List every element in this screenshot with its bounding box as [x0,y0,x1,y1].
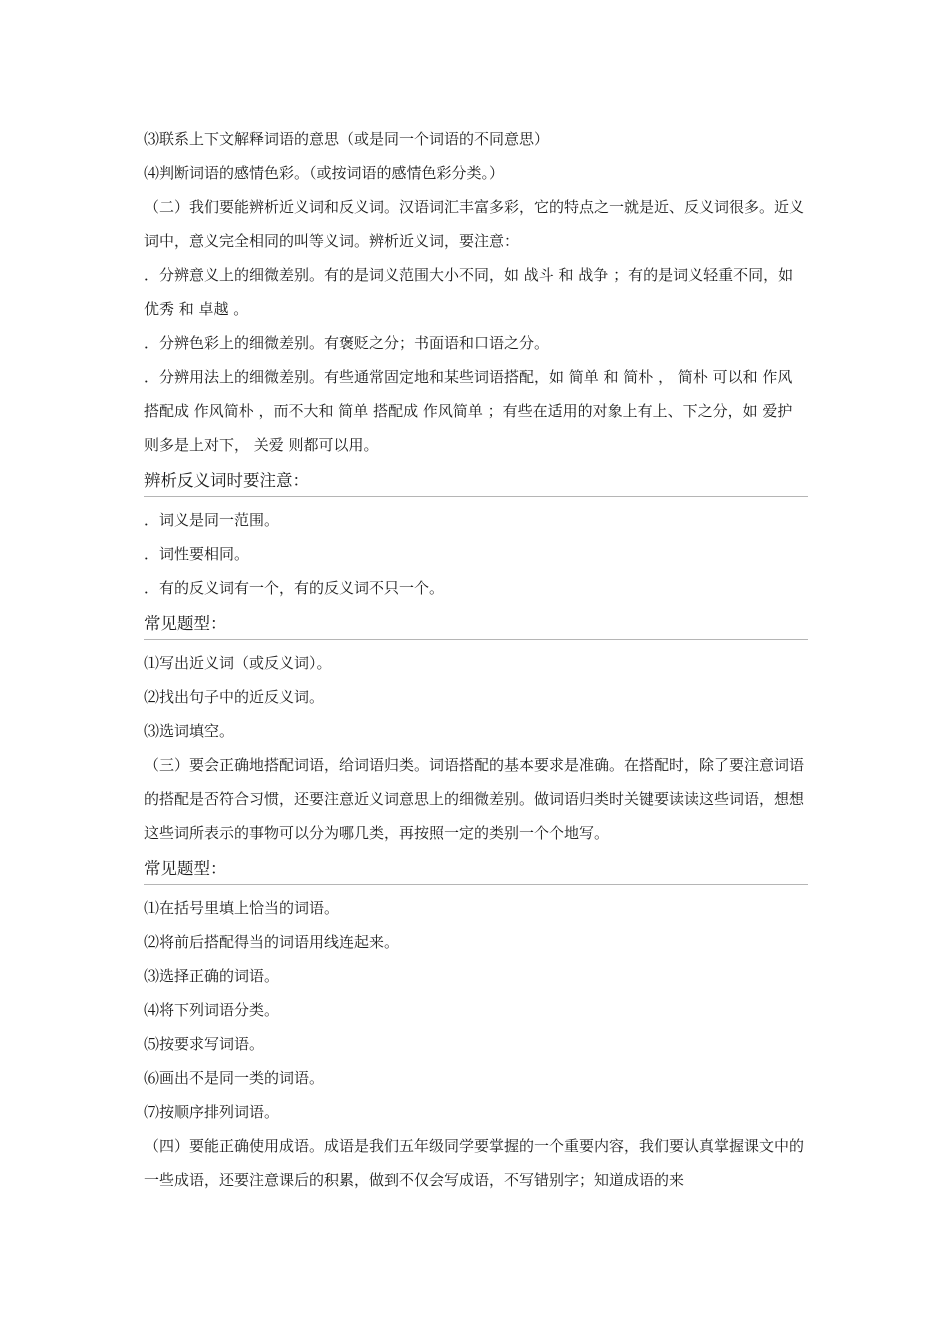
list-item: ⑸按要求写词语。 [144,1035,265,1053]
list-item: ⑶选择正确的词语。 [144,967,280,985]
list-item: ⑴写出近义词（或反义词）。 [144,654,332,672]
list-item: ⑷将下列词语分类。 [144,1001,280,1019]
paragraph: ．分辨意义上的细微差别。有的是词义范围大小不同，如 战斗 和 战争 ；有的是词义轻重不同，如 优秀 和 卓越 。 [144,266,798,318]
list-item: ⑴在括号里填上恰当的词语。 [144,899,340,917]
list-item: ．词义是同一范围。 [144,511,280,529]
list-item: ．有的反义词有一个，有的反义词不只一个。 [144,579,445,597]
paragraph: （二）我们要能辨析近义词和反义词。汉语词汇丰富多彩，它的特点之一就是近、反义词很多。近义词中，意义完全相同的叫等义词。辨析近义词，要注意： [144,198,805,250]
section-heading: 辨析反义词时要注意： [144,468,808,497]
paragraph: （四）要能正确使用成语。成语是我们五年级同学要掌握的一个重要内容，我们要认真掌握课文中的一些成语，还要注意课后的积累，做到不仅会写成语，不写错别字；知道成语的来 [144,1137,805,1189]
list-item: ⑵找出句子中的近反义词。 [144,688,325,706]
section-heading: 常见题型： [144,856,808,885]
list-item: ⑺按顺序排列词语。 [144,1103,280,1121]
list-item: ⑶选词填空。 [144,722,235,740]
document-page [144,122,808,1197]
text-line: ⑶联系上下文解释词语的意思（或是同一个词语的不同意思） [144,130,550,148]
section-heading: 常见题型： [144,611,808,640]
list-item: ⑵将前后搭配得当的词语用线连起来。 [144,933,400,951]
paragraph: （三）要会正确地搭配词语，给词语归类。词语搭配的基本要求是准确。在搭配时，除了要注意词语的搭配是否符合习惯，还要注意近义词意思上的细微差别。做词语归类时关键要读读这些词语，想想这些词所表示的事物可以分为哪几类，再按照一定的类别一个个地写。 [144,756,805,842]
list-item: ⑹画出不是同一类的词语。 [144,1069,325,1087]
paragraph: ．分辨色彩上的细微差别。有褒贬之分；书面语和口语之分。 [144,334,550,352]
list-item: ．词性要相同。 [144,545,250,563]
paragraph: ．分辨用法上的细微差别。有些通常固定地和某些词语搭配，如 简单 和 简朴 ， 简朴 可以和 作风 搭配成 作风简朴 ，而不大和 简单 搭配成 作风简单 ；有些在适用的对象上有上、下之分，如 爱护 则多是上对下， 关爱 则都可以用。 [144,368,798,454]
text-line: ⑷判断词语的感情色彩。（或按词语的感情色彩分类。） [144,164,505,182]
